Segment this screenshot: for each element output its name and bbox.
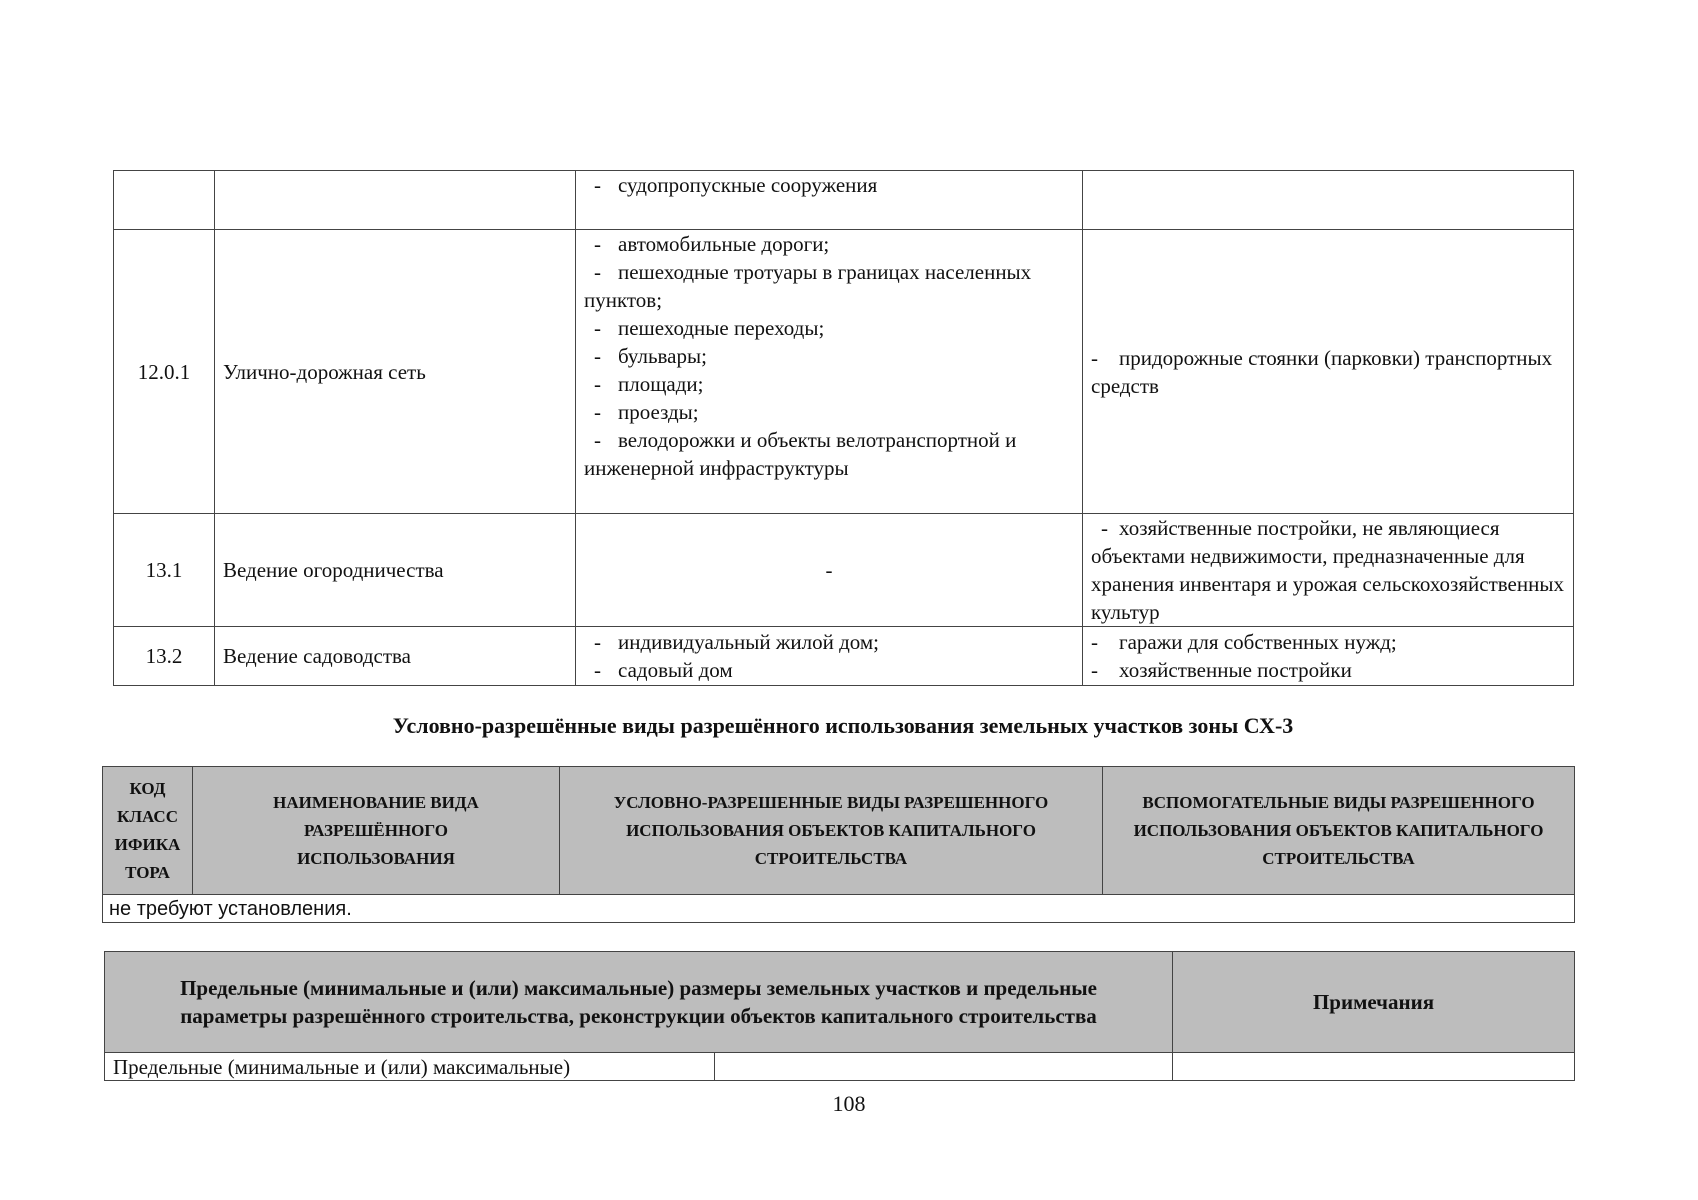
code-cell: 13.1 <box>114 514 215 627</box>
table-row <box>114 171 1574 230</box>
column-header-notes: Примечания <box>1173 952 1575 1053</box>
list-item: - велодорожки и объекты велотранспортной и инженерной инфраструктуры <box>584 428 1017 480</box>
aux-uses-cell <box>1083 627 1574 686</box>
main-uses-cell: - <box>576 514 1083 627</box>
column-header-conditional: УСЛОВНО-РАЗРЕШЕННЫЕ ВИДЫ РАЗРЕШЕННОГО ИСПОЛЬЗОВАНИЯ ОБЪЕКТОВ КАПИТАЛЬНОГО СТРОИТЕЛЬСТВА <box>560 767 1103 895</box>
code-cell <box>114 171 215 230</box>
name-cell: Ведение садоводства <box>215 627 576 686</box>
table-row <box>114 627 1574 686</box>
list-item: - садовый дом <box>594 658 733 682</box>
code-cell: 12.0.1 <box>114 230 215 514</box>
list-item: - бульвары; <box>594 344 707 368</box>
header-row <box>105 952 1575 1053</box>
main-uses-cell <box>576 171 1083 230</box>
column-header-auxiliary: ВСПОМОГАТЕЛЬНЫЕ ВИДЫ РАЗРЕШЕННОГО ИСПОЛЬЗОВАНИЯ ОБЪЕКТОВ КАПИТАЛЬНОГО СТРОИТЕЛЬСТВА <box>1103 767 1575 895</box>
limits-text-cell: Предельные (минимальные и (или) максимальные) <box>105 1053 715 1081</box>
aux-uses-cell <box>1083 514 1574 627</box>
header-row <box>103 767 1575 895</box>
name-cell: Улично-дорожная сеть <box>215 230 576 514</box>
note-cell: не требуют установления. <box>103 895 1575 923</box>
empty-cell <box>715 1053 1173 1081</box>
list-item: - судопропускные сооружения <box>594 173 878 197</box>
list-item: - автомобильные дороги; <box>594 232 830 256</box>
list-item: - хозяйственные постройки <box>1091 658 1352 682</box>
list-item: - площади; <box>594 372 704 396</box>
list-item: - хозяйственные постройки, не являющиеся объектами недвижимости, предназначенные для хранения инвентаря и урожая сельскохозяйственных культур <box>1091 516 1564 624</box>
main-uses-cell <box>576 230 1083 514</box>
code-cell: 13.2 <box>114 627 215 686</box>
list-item: - индивидуальный жилой дом; <box>594 630 879 654</box>
name-cell: Ведение огородничества <box>215 514 576 627</box>
table-row <box>103 895 1575 923</box>
table-row <box>114 514 1574 627</box>
column-header-name: НАИМЕНОВАНИЕ ВИДА РАЗРЕШЁННОГО ИСПОЛЬЗОВАНИЯ <box>193 767 560 895</box>
table-row <box>105 1053 1575 1081</box>
page-number: 108 <box>832 1091 866 1116</box>
table-row <box>114 230 1574 514</box>
column-header-limits: Предельные (минимальные и (или) максимальные) размеры земельных участков и предельные параметры разрешённого строительства, реконструкции объектов капитального строительства <box>105 952 1173 1053</box>
list-item: - пешеходные переходы; <box>594 316 825 340</box>
list-item: - гаражи для собственных нужд; <box>1091 630 1397 654</box>
permitted-uses-table <box>113 170 1574 686</box>
list-item: - проезды; <box>594 400 699 424</box>
list-item: - придорожные стоянки (парковки) транспортных средств <box>1091 345 1553 398</box>
limits-table <box>104 951 1575 1081</box>
conditional-uses-table <box>102 766 1575 923</box>
aux-uses-cell <box>1083 171 1574 230</box>
column-header-code: КОД КЛАСС ИФИКА ТОРА <box>103 767 193 895</box>
name-cell <box>215 171 576 230</box>
list-item: - пешеходные тротуары в границах населенных пунктов; <box>584 260 1032 312</box>
main-uses-cell <box>576 627 1083 686</box>
empty-cell <box>1173 1053 1575 1081</box>
section-heading: Условно-разрешённые виды разрешённого использования земельных участков зоны СХ-3 <box>392 713 1294 738</box>
aux-uses-cell <box>1083 230 1574 514</box>
